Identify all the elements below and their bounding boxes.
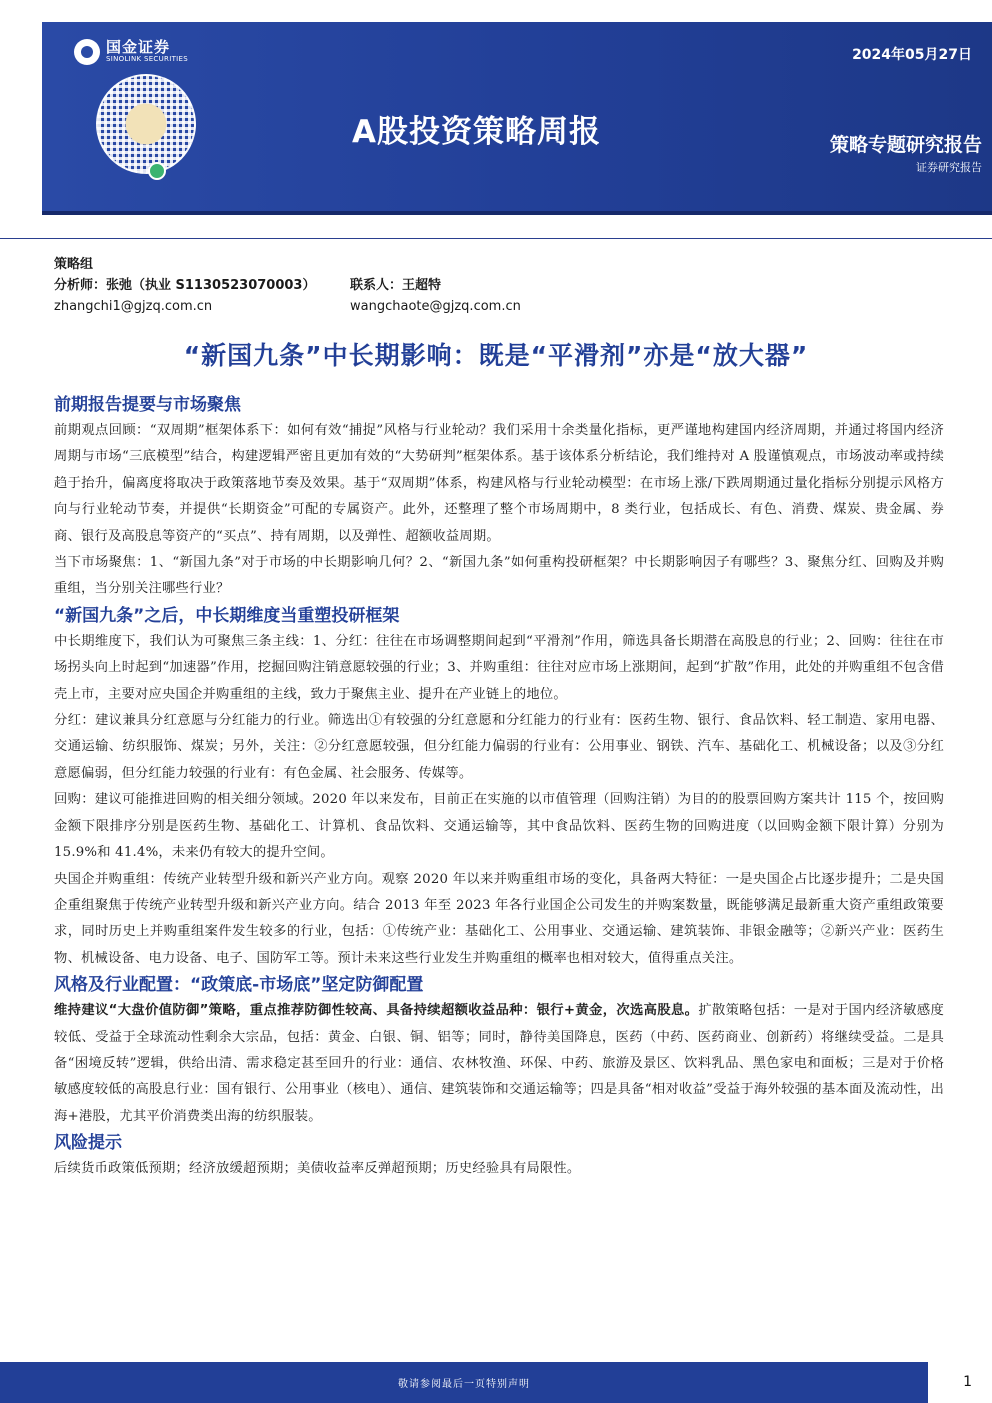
- paragraph: 前期观点回顾：“双周期”框架体系下：如何有效“捕捉”风格与行业轮动？我们采用十余类量化指标，更严谨地构建国内经济周期，并通过将国内经济周期与市场“三底模型”结合，构建逻辑严密且更加有效的“大势研判”框架体系。基于该体系分析结论，我们维持对 A 股谨慎观点，市场波动率或持续趋于抬升，偏离度将取决于政策落地节奏及效果。基于“双周期”体系，构建风格与行业轮动模型：在市场上涨/下跌周期通过量化指标分别提示风格方向与行业轮动节奏，并提供“长期资金”可配的专属资产。此外，还整理了整个市场周期中，8 类行业，包括成长、有色、消费、煤炭、贵金属、券商、银行及高股息等资产的“买点”、持有周期，以及弹性、超额收益周期。: [54, 423, 944, 544]
- logo-name-cn: 国金证券: [106, 38, 171, 57]
- paragraph: 回购：建议可能推进回购的相关细分领域。2020 年以来发布，目前正在实施的以市值管理（回购注销）为目的的股票回购方案共计 115 个，按回购金额下限排序分别是医药生物、基础化工、计算机、食品饮料、交通运输等，其中食品饮料、医药生物的回购进度（以回购金额下限计算）分别为 15.9%和 41.4%，未来仍有较大的提升空间。: [54, 792, 944, 861]
- contact-email[interactable]: wangchaote@gjzq.com.cn: [350, 299, 521, 314]
- section-title: 前期报告提要与市场聚焦: [54, 395, 241, 415]
- lead-sentence: 维持建议“大盘价值防御”策略，重点推荐防御性较高、具备持续超额收益品种：银行+黄金，次选高股息。: [54, 1003, 699, 1019]
- paragraph: 中长期维度下，我们认为可聚焦三条主线：1、分红：往往在市场调整期间起到“平滑剂”作用，筛选具备长期潜在高股息的行业；2、回购：往往在市场拐头向上时起到“加速器”作用，挖掘回购注销意愿较强的行业；3、并购重组：往往对应市场上涨期间，起到“扩散”作用，此处的并购重组不包含借壳上市，主要对应央国企并购重组的主线，致力于聚焦主业、提升在产业链上的地位。: [54, 633, 944, 702]
- section-title: 风险提示: [54, 1133, 122, 1154]
- paragraph: 当下市场聚焦：1、“新国九条”对于市场的中长期影响几何？2、“新国九条”如何重构投研框架？中长期影响因子有哪些？3、聚焦分红、回购及并购重组，当分别关注哪些行业？: [54, 555, 944, 597]
- team-name: 策略组: [54, 257, 94, 272]
- header-divider: [0, 238, 992, 239]
- report-date: 2024年05月27日: [852, 47, 972, 63]
- mini-program-icon: [148, 162, 166, 180]
- section-title: “新国九条”之后，中长期维度当重塑投研框架: [54, 605, 400, 626]
- paragraph: 分红：建议兼具分红意愿与分红能力的行业。筛选出①有较强的分红意愿和分红能力的行业有：医药生物、银行、食品饮料、轻工制造、家用电器、交通运输、纺织服饰、煤炭；另外，关注：②分红意愿较强，但分红能力偏弱的行业有：公用事业、钢铁、汽车、基础化工、机械设备；以及③分红意愿偏弱，但分红能力较强的行业有：有色金属、社会服务、传媒等。: [54, 713, 944, 781]
- report-subtype: 证券研究报告: [916, 161, 982, 174]
- report-type: 策略专题研究报告: [829, 134, 982, 156]
- disclaimer-note: 敬请参阅最后一页特别声明: [398, 1379, 530, 1390]
- section-recap: [54, 392, 944, 603]
- footer-bar: [0, 1362, 928, 1403]
- analyst-email[interactable]: zhangchi1@gjzq.com.cn: [54, 299, 213, 314]
- paragraph: [54, 998, 944, 1130]
- page-number: 1: [963, 1374, 972, 1390]
- author-block: [54, 254, 521, 317]
- qr-code-icon: [96, 74, 196, 174]
- analyst-name: 分析师：张弛（执业 S1130523070003）: [54, 278, 316, 293]
- paragraph: 后续货币政策低预期；经济放缓超预期；美债收益率反弹超预期；历史经验具有局限性。: [54, 1161, 581, 1177]
- section-allocation: [54, 972, 944, 1130]
- section-risk: [54, 1130, 944, 1182]
- paragraph-text: 扩散策略包括：一是对于国内经济敏感度较低、受益于全球流动性剩余大宗品，包括：黄金、白银、铜、铝等；同时，静待美国降息，医药（中药、医药商业、创新药）将继续受益。二是具备“困境反转”逻辑，供给出清、需求稳定甚至回升的行业：通信、农林牧渔、环保、中药、旅游及景区、饮料乳品、黑色家电和面板；三是对于价格敏感度较低的高股息行业：国有银行、公用事业（核电）、通信、建筑装饰和交通运输等；四是具备“相对收益”受益于海外较强的基本面及流动性，出海+港股，尤其平价消费类出海的纺织服装。: [54, 1003, 944, 1124]
- logo-name-en: SINOLINK SECURITIES: [106, 55, 188, 64]
- header-banner: [42, 22, 992, 215]
- company-logo: [74, 35, 188, 69]
- report-title: A股投资策略周报: [352, 114, 601, 150]
- report-body: [54, 392, 944, 1183]
- section-title: 风格及行业配置：“政策底-市场底”坚定防御配置: [54, 975, 424, 996]
- paragraph: 央国企并购重组：传统产业转型升级和新兴产业方向。观察 2020 年以来并购重组市场的变化，具备两大特征：一是央国企占比逐步提升；二是央国企重组聚焦于传统产业转型升级和新兴产业方向。结合 2013 年至 2023 年各行业国企公司发生的并购案数量，既能够满足最新重大资产重组政策要求，同时历史上并购重组案件发生较多的行业，包括：①传统产业：基础化工、公用事业、交通运输、建筑装饰、非银金融等；②新兴产业：医药生物、机械设备、电力设备、电子、国防军工等。预计未来这些行业发生并购重组的概率也相对较大，值得重点关注。: [54, 871, 944, 966]
- contact-name: 联系人：王超特: [350, 278, 442, 293]
- section-framework: [54, 603, 944, 972]
- page-footer: [0, 1362, 992, 1403]
- logo-icon: [74, 39, 100, 65]
- document-title: “新国九条”中长期影响：既是“平滑剂”亦是“放大器”: [183, 341, 809, 370]
